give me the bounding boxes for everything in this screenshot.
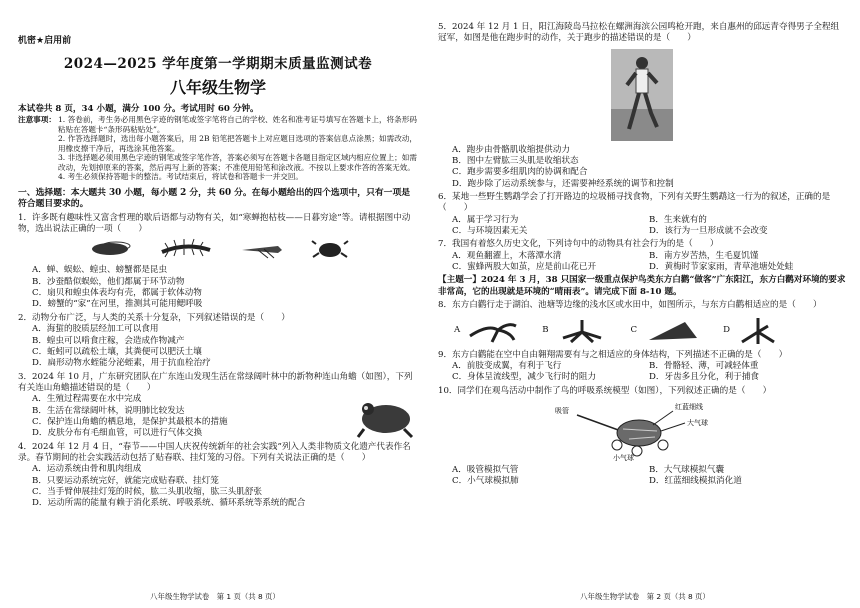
q7-option-b: B．南方岁苦热，生毛夏饥馑 (649, 250, 759, 261)
q10-option-b: B．大气球模拟气囊 (649, 464, 725, 475)
locust-icon (238, 238, 286, 260)
q10-option-a: A．吸管模拟气管 (452, 464, 519, 475)
q2-option-b: B．蝗虫可以啃食庄稼，会造成作物减产 (32, 335, 185, 346)
q7-option-d: D．黄梅时节家家雨，青草池塘处处蛙 (649, 262, 794, 273)
question-1: 1．许多既有趣味性又富含哲理的歇后语都与动物有关，如“寒蝉抱枯枝——日暮穷途”等。请根据图中动物，选出说法正确的一项（ ） (18, 212, 411, 235)
label-small-balloon: 小气球 (613, 453, 634, 461)
q10-options-row-2 (438, 476, 846, 487)
q4-option-d: D．运动所需的能量有赖于消化系统、呼吸系统、循环系统等系统的配合 (32, 498, 306, 509)
q6-option-d: D．该行为一旦形成就不会改变 (649, 226, 768, 237)
q4-option-c: C．当手臂伸展挂灯笼的时候，肱二头肌收缩，肱三头肌舒张 (32, 486, 263, 497)
q2-option-c: C．蚯蚓可以疏松土壤，其粪便可以肥沃土壤 (32, 346, 202, 357)
page-2 (430, 0, 860, 608)
q3-options (18, 394, 354, 439)
label-straw: 吸管 (555, 406, 569, 415)
q1-option-d: D．螃蟹的“家”在河里，推测其可能用鳃呼吸 (32, 299, 203, 310)
q8-label-b: B (542, 324, 549, 335)
q1-option-c: C．扇贝和蝗虫体表均有壳，都属于软体动物 (32, 288, 202, 299)
q10-option-d: D．红蓝细线模拟消化道 (649, 476, 742, 487)
label-big-balloon: 大气球 (687, 418, 708, 427)
q3-option-b: B．生活在常绿阔叶林，说明肺比较发达 (32, 405, 185, 416)
question-10: 10．同学们在观鸟活动中制作了鸟的呼吸系统模型（如图），下列叙述正确的是（ ） (438, 385, 772, 396)
question-4: 4．2024 年 12 月 4 日，“春节——中国人庆祝传统新年的社会实践”列入人类非物质文化遗产代表作名录。春节期间的社会实践活动包括了贴春联、挂灯笼的习俗。下列有关说法正确的是（ ） (18, 441, 411, 463)
q3-option-a: A．生殖过程需要在水中完成 (32, 394, 142, 405)
q1-option-b: B．沙蚕酷似蜈蚣，他们都属于环节动物 (32, 276, 185, 287)
exam-title: 2024—2025 学年度第一学期期末质量监测试卷 (63, 55, 373, 72)
q10-diagram (438, 401, 846, 461)
q6-option-b: B．生来就有的 (649, 214, 707, 225)
q5-option-a: A．跑步由骨骼肌收缩提供动力 (452, 144, 570, 155)
cicada-icon (86, 238, 134, 260)
q2-option-d: D．扁形动物水蛭能分泌蛭素，用于抗血栓治疗 (32, 358, 211, 369)
q9-options-row-2 (438, 372, 846, 383)
q4-option-b: B．只要运动系统完好，就能完成贴春联、挂灯笼 (32, 475, 219, 486)
q7-option-c: C．蜜蜂两股大如茧，应是前山花已开 (452, 262, 597, 273)
crab-icon (310, 238, 350, 260)
q9-option-b: B．骨骼轻、薄，可减轻体重 (649, 360, 759, 371)
question-2: 2．动物分布广泛，与人类的关系十分复杂，下列叙述错误的是（ ） (18, 312, 290, 323)
q7-options-row-2 (438, 262, 846, 273)
subject-title: 八年级生物学 (169, 77, 266, 97)
q7-options-row-1 (438, 251, 846, 262)
q7-option-a: A．观鱼翻濯上，木落潭水清 (452, 250, 562, 261)
q6-option-a: A．属于学习行为 (452, 214, 519, 225)
q10-option-c: C．小气球模拟肺 (452, 476, 519, 487)
runner-photo (438, 49, 846, 141)
section-heading: 一、选择题：本大题共 30 小题，每小题 2 分，共 60 分。在每小题给出的四个选项中，只有一项是符合题目要求的。 (18, 187, 411, 210)
bird-respiratory-model-diagram (537, 401, 747, 461)
q9-option-a: A．前肢变成翼，有利于飞行 (452, 360, 562, 371)
question-7: 7．我国有着悠久历史文化，下列诗句中的动物具有社会行为的是（ ） (438, 239, 719, 250)
q4-option-a: A．运动系统由骨和肌肉组成 (32, 464, 142, 475)
q10-options-row-1 (438, 465, 846, 476)
webbed-foot-icon (645, 318, 699, 344)
notice-item: 2. 作答选择题时，选出每小题答案后，用 2B 铅笔把答题卡上对应题目选项的答案信息点涂黑；如需改动，用橡皮擦干净后，再选涂其他答案。 (57, 134, 417, 153)
q2-option-a: A．海蜇的胶质层经加工可以食用 (32, 324, 159, 335)
secret-label: 机密★启用前 (18, 36, 72, 46)
q3-option-c: C．保护连山角蟾的栖息地，是保护其最根本的措施 (32, 416, 228, 427)
centipede-icon (158, 238, 214, 260)
notice-item: 1. 答卷前，考生务必用黑色字迹的钢笔或签字笔将自己的学校、姓名和准考证号填写在答题卡上，将条形码粘贴在答题卡“条形码粘贴处”。 (57, 115, 417, 134)
q8-label-d: D (723, 324, 731, 335)
q3-option-d: D．皮肤分布有毛细血管，可以进行气体交换 (32, 428, 203, 439)
page-footer: 八年级生物学试卷 第 1 页（共 8 页） (150, 592, 280, 602)
label-red-blue-thread: 红蓝细线 (675, 402, 703, 411)
question-3: 3．2024 年 10 月，广东研究团队在广东连山发现生活在常绿阔叶林中的新物种连山角蟾（如图），下列有关连山角蟾描述错误的是（ ） (18, 371, 413, 393)
question-6: 6．某地一些野生鹦鹉学会了打开路边的垃圾桶寻找食物，下列有关野生鹦鹉这一行为的叙述，正确的是（ ） (438, 192, 831, 214)
q5-option-c: C．跑步需要多组肌肉的协调和配合 (452, 167, 588, 178)
q8-feet-figure (438, 316, 846, 346)
q8-label-c: C (630, 324, 638, 335)
question-8: 8．东方白鹳行走于湖泊、池塘等边缘的浅水区或水田中，如图所示，与东方白鹳相适应的是（ ） (438, 300, 822, 311)
notice-label: 注意事项： (18, 115, 56, 125)
toad-image (354, 395, 418, 439)
q6-options-row-2 (438, 226, 846, 237)
runner-image (611, 49, 673, 141)
q3-block (18, 394, 418, 439)
wading-foot-icon (738, 316, 778, 346)
climbing-foot-icon (557, 318, 607, 344)
notice-item: 3. 非选择题必须用黑色字迹的钢笔或签字笔作答，答案必须写在答题卡各题目指定区域内相应位置上；如需改动，先划掉原来的答案，然后再写上新的答案；不准使用铅笔和涂改液。不按以上要求作答的答案无效。 (57, 153, 417, 172)
q9-option-c: C．身体呈流线型，减少飞行时的阻力 (452, 372, 597, 383)
q6-options-row-1 (438, 215, 846, 226)
q5-option-b: B．图中左臂肱三头肌是收缩状态 (452, 156, 579, 167)
notice-item: 4. 考生必须保持答题卡的整洁。考试结束后，将试卷和答题卡一并交回。 (57, 172, 304, 182)
q8-label-a: A (454, 324, 461, 335)
page-footer: 八年级生物学试卷 第 2 页（共 8 页） (580, 592, 710, 602)
q5-option-d: D．跑步除了运动系统参与，还需要神经系统的调节和控制 (452, 178, 674, 189)
question-9: 9．东方白鹳能在空中自由翱翔需要有与之相适应的身体结构，下列描述不正确的是（ ） (438, 349, 788, 360)
question-5: 5．2024 年 12 月 1 日，阳江海陵岛马拉松在螺洲海滨公园鸣枪开跑，来自惠州的邱远青夺得男子全程组冠军，如图是他在跑步时的动作，关于跑步的描述错误的是（ ） (438, 22, 840, 44)
q1-option-a: A．蝉、蜈蚣、蝗虫、螃蟹都是昆虫 (32, 265, 168, 276)
notice-block (18, 115, 418, 181)
exam-meta: 本试卷共 8 页，34 小题，满分 100 分。考试用时 60 分钟。 (18, 103, 259, 114)
q9-option-d: D．牙齿多且分化，利于捕食 (649, 372, 760, 383)
topic-one-intro: 【主题一】2024 年 3 月，38 只国家一级重点保护鸟类东方白鹳“做客”广东阳江，东方白鹳对环境的要求非常高，它的出现就是环境的“晴雨表”。请完成下面 8-10 题。 (438, 275, 846, 297)
talon-foot-icon (468, 318, 518, 344)
q9-options-row-1 (438, 361, 846, 372)
q6-option-c: C．与环境因素无关 (452, 226, 528, 237)
q1-animals-figure (18, 238, 418, 262)
